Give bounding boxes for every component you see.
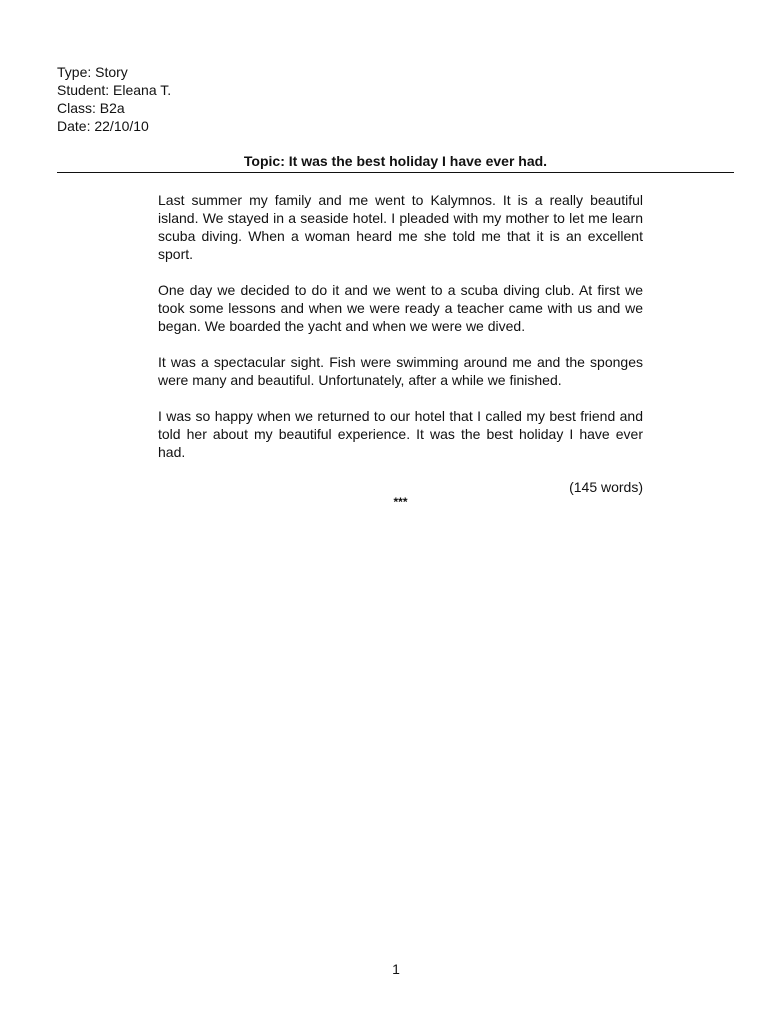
paragraph-3: It was a spectacular sight. Fish were swimming around me and the sponges were many and beautiful. Unfortunately, after a while we finished. [158, 354, 643, 388]
topic-heading: Topic: It was the best holiday I have ever had. [243, 153, 548, 169]
end-separator: *** [393, 495, 408, 509]
paragraph-1: Last summer my family and me went to Kalymnos. It is a really beautiful island. We stayed in a seaside hotel. I pleaded with my mother to let me learn scuba diving. When a woman heard me she told me that it is an excellent sport. [158, 192, 643, 262]
paragraph-2: One day we decided to do it and we went to a scuba diving club. At first we took some lessons and when we were ready a teacher came with us and we began. We boarded the yacht and when we were we dived. [158, 282, 643, 334]
paragraph-4: I was so happy when we returned to our hotel that I called my best friend and told her about my beautiful experience. It was the best holiday I have ever had. [158, 408, 643, 460]
word-count: (145 words) [569, 479, 643, 495]
type-line: Type: Story [57, 64, 128, 80]
student-line: Student: Eleana T. [57, 82, 172, 98]
class-line: Class: B2a [57, 100, 125, 116]
page-number: 1 [392, 961, 400, 977]
horizontal-rule [57, 172, 734, 173]
date-line: Date: 22/10/10 [57, 118, 149, 134]
document-header [57, 63, 171, 135]
story-body [158, 191, 643, 461]
